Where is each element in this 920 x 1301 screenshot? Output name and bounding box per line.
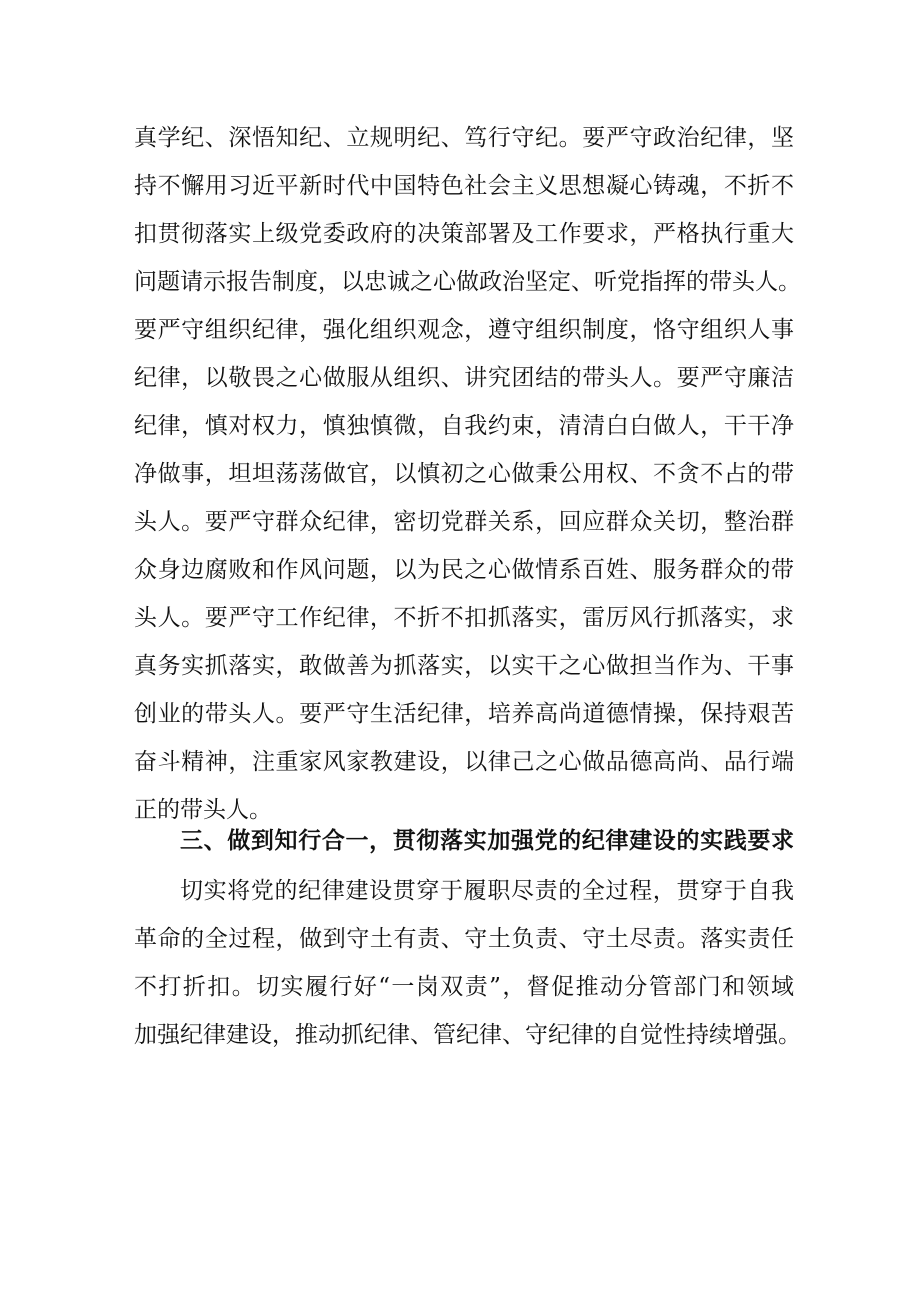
body-paragraph (134, 867, 801, 1059)
paragraph-line: 革命的全过程，做到守土有责、守土负责、守土尽责。落实责任 (134, 926, 794, 952)
paragraph-line: 头人。要严守工作纪律，不折不扣抓落实，雷厉风行抓落实，求 (134, 605, 794, 631)
paragraph-line: 加强纪律建设，推动抓纪律、管纪律、守纪律的自觉性持续增强。 (134, 1022, 801, 1048)
section-heading: 三、做到知行合一，贯彻落实加强党的纪律建设的实践要求 (180, 827, 794, 854)
paragraph-line: 要严守组织纪律，强化组织观念，遵守组织制度，恪守组织人事 (134, 317, 794, 343)
paragraph-line: 真学纪、深悟知纪、立规明纪、笃行守纪。要严守政治纪律，坚 (134, 125, 794, 151)
paragraph-line: 扣贯彻落实上级党委政府的决策部署及工作要求，严格执行重大 (134, 221, 794, 247)
paragraph-line: 纪律，以敬畏之心做服从组织、讲究团结的带头人。要严守廉洁 (134, 365, 794, 391)
paragraph-line: 头人。要严守群众纪律，密切党群关系，回应群众关切，整治群 (134, 509, 794, 535)
paragraph-line: 真务实抓落实，敢做善为抓落实，以实干之心做担当作为、干事 (134, 653, 794, 679)
paragraph-line: 奋斗精神，注重家风家教建设，以律己之心做品德高尚、品行端 (134, 749, 794, 775)
body-paragraph (134, 114, 801, 834)
paragraph-line: 正的带头人。 (134, 797, 272, 823)
paragraph-line: 纪律，慎对权力，慎独慎微，自我约束，清清白白做人，干干净 (134, 413, 794, 439)
paragraph-line: 持不懈用习近平新时代中国特色社会主义思想凝心铸魂，不折不 (134, 173, 794, 199)
paragraph-line: 切实将党的纪律建设贯穿于履职尽责的全过程，贯穿于自我 (180, 878, 794, 904)
paragraph-line: 问题请示报告制度，以忠诚之心做政治坚定、听党指挥的带头人。 (134, 269, 801, 295)
paragraph-line: 不打折扣。切实履行好“一岗双责”，督促推动分管部门和领域 (134, 974, 794, 1000)
paragraph-line: 创业的带头人。要严守生活纪律，培养高尚道德情操，保持艰苦 (134, 701, 794, 727)
paragraph-line: 众身边腐败和作风问题，以为民之心做情系百姓、服务群众的带 (134, 557, 794, 583)
paragraph-line: 净做事，坦坦荡荡做官，以慎初之心做秉公用权、不贪不占的带 (134, 461, 794, 487)
